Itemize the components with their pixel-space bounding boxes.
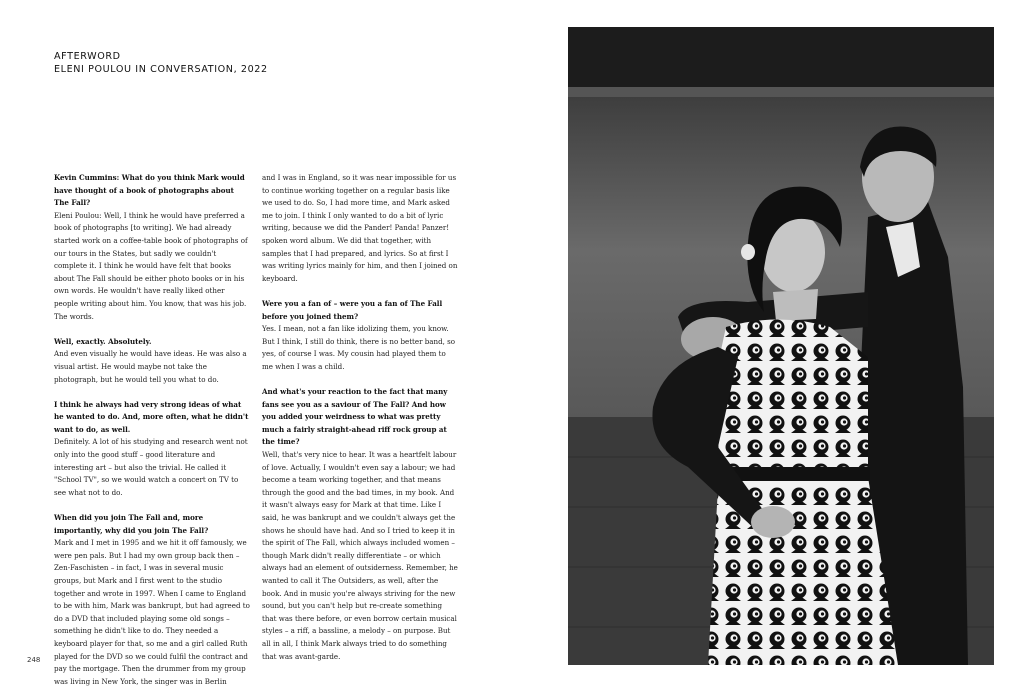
portrait-photograph <box>568 27 994 665</box>
interview-paragraph <box>262 386 458 663</box>
interview-question: Kevin Cummins: What do you think Mark would have thought of a book of photographs about The Fall? <box>54 173 245 208</box>
interview-answer: Well, that's very nice to hear. It was a heartfelt labour of love. Actually, I wouldn't even say a labour; we had become a team working together, and that means through the good and the bad times, in my book. And it wasn't always easy for Mark at that time. Like I said, he was bankrupt and we couldn't always get the shows he should have had. And so I tried to keep it in the spirit of The Fall, which always included women – though Mark didn't really differentiate – or which always had an element of outsiderness. Remember, he wanted to call it The Outsiders, as well, after the book. And in music you're always striving for the new sound, but you can't help but re-create something that was there before, or even borrow certain musical styles – a riff, a bassline, a melody – on purpose. But all in all, I think Mark always tried to do something that was avant-garde. <box>262 450 458 661</box>
interview-column-left <box>54 172 250 688</box>
interview-paragraph <box>54 512 250 688</box>
section-header <box>54 50 268 76</box>
interview-question: Were you a fan of – were you a fan of The Fall before you joined them? <box>262 298 443 321</box>
interview-answer: And even visually he would have ideas. He was also a visual artist. He would maybe not take the photograph, but he would tell you what to do. <box>54 349 247 384</box>
interview-answer: Eleni Poulou: Well, I think he would have preferred a book of photographs [to writing]. We had already started work on a coffee-table book of photographs of our tours in the States, but sadly we couldn't complete it. I think he would have felt that books about The Fall should be either photo books or in his own words. He wouldn't have really liked other people writing about him. You know, that was his job. The words. <box>54 210 248 321</box>
interview-answer: Definitely. A lot of his studying and research went not only into the good stuff – good literature and interesting art – but also the trivial. He called it "School TV", so we would watch a concert on TV to see what not to do. <box>54 437 248 497</box>
interview-answer: and I was in England, so it was near impossible for us to continue working together on a regular basis like we used to do. So, I had more time, and Mark asked me to join. I think I only wanted to do a bit of lyric writing, because we did the Pander! Panda! Panzer! spoken word album. We did that together, with samples that I had prepared, and lyrics. So at first I was writing lyrics mainly for him, and then I joined on keyboard. <box>262 173 458 283</box>
section-title: AFTERWORD <box>54 51 121 62</box>
interview-column-right <box>262 172 458 663</box>
section-subtitle: ELENI POULOU IN CONVERSATION, 2022 <box>54 64 268 75</box>
page-number: 248 <box>27 656 41 664</box>
interview-paragraph <box>54 399 250 500</box>
interview-question: And what's your reaction to the fact that many fans see you as a saviour of The Fall? And how you added your weirdness to what was pretty much a fairly straight-ahead riff rock group at the time? <box>262 387 448 447</box>
interview-question: When did you join The Fall and, more importantly, why did you join The Fall? <box>54 513 209 535</box>
interview-answer: Yes. I mean, not a fan like idolizing them, you know. But I think, I still do think, there is no better band, so yes, of course I was. My cousin had played them to me when I was a child. <box>262 324 456 371</box>
interview-paragraph <box>262 172 458 285</box>
interview-paragraph <box>54 336 250 386</box>
interview-paragraph <box>54 172 250 323</box>
interview-paragraph <box>262 298 458 374</box>
interview-answer: Mark and I met in 1995 and we hit it off famously, we were pen pals. But I had my own group back then – Zen-Faschisten – in fact, I was in several music groups, but Mark and I first went to the studio together and wrote in 1997. When I came to England to be with him, Mark was bankrupt, but had agreed to do a DVD that included playing some old songs – something he didn't like to do. They needed a keyboard player for that, so me and a girl called Ruth played for the DVD so we could fulfil the contract and pay the mortgage. Then the drummer from my group was living in New York, the singer was in Berlin <box>54 538 250 686</box>
interview-question: Well, exactly. Absolutely. <box>54 336 152 346</box>
interview-question: I think he always had very strong ideas of what he wanted to do. And, more often, what he didn't want to do, as well. <box>54 399 249 434</box>
